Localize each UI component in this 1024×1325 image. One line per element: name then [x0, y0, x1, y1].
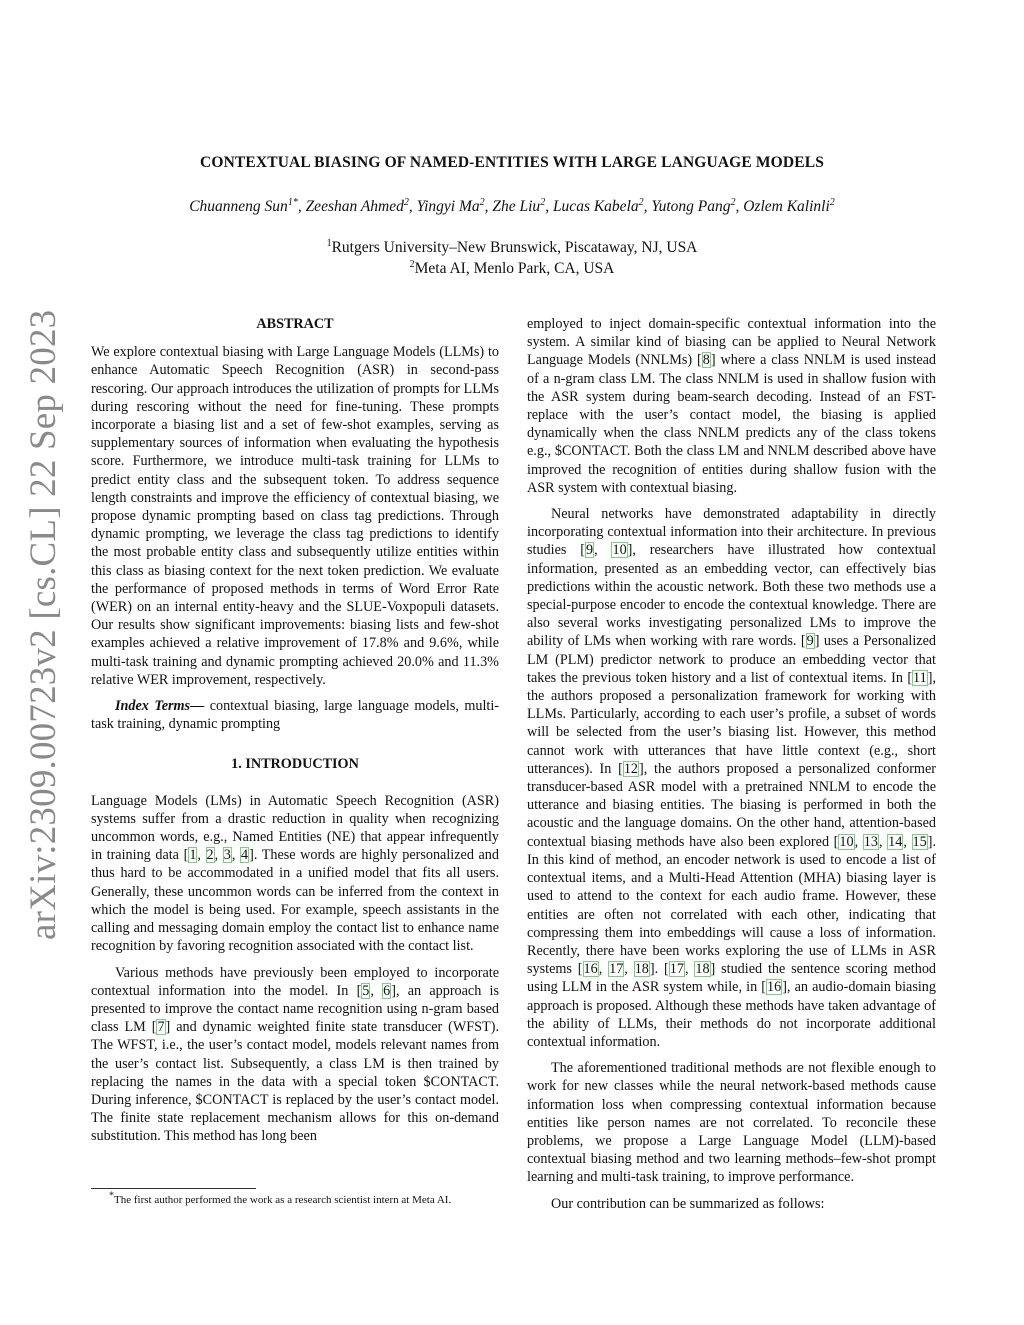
intro-paragraph-4: Neural networks have demonstrated adaptability in directly incorporating contextual information into their architecture. In previous studies [9, 10], researchers have illustrated how contextual information, presented as an embedding vector, can effectively bias predictions within the acoustic network. Both these two methods use a special-purpose encoder to encode the contextual knowledge. There are also several works investigating personalized LMs to improve the ability of LMs when working with rare words. [9] uses a Personalized LM (PLM) predictor network to produce an embedding vector that takes the previous token history and a list of contextual items. In [11], the authors proposed a personalization framework for working with LLMs. Particularly, according to each user’s profile, a subset of words will be selected from the user’s biasing list. However, this method cannot work with utterances that have little context (e.g., short utterances). In [12], the authors proposed a personalized conformer transducer-based ASR model with a pretrained NNLM to encode the utterance and biasing entities. The biasing is performed in both the acoustic and the language domains. On the other hand, attention-based contextual biasing methods have also been explored [10, 13, 14, 15]. In this kind of method, an encoder network is used to encode a list of contextual items, and a Multi-Head Attention (MHA) biasing layer is used to attend to the context for each audio frame. However, these entities are often not correlated with each other, indicating that compressing them into embeddings will cause a loss of information. Recently, there have been works exploring the use of LLMs in ASR systems [16, 17, 18]. [17, 18] studied the sentence scoring method using LLM in the ASR system while, in [16], an audio-domain biasing approach is proposed. Although these methods have taken advantage of the ability of LLMs, their methods do not incorporate additional contextual information.: [527, 506, 937, 1050]
citation-link[interactable]: 14: [888, 833, 903, 850]
affiliation-1: $^1$Rutgers University–New Brunswick, Piscataway, NJ, USA: [326, 237, 698, 256]
intro-paragraph-6: Our contribution can be summarized as follows:: [551, 1195, 825, 1212]
citation-link[interactable]: 7: [157, 1019, 165, 1036]
citation-link[interactable]: 9: [585, 542, 594, 559]
author-name: Ozlem Kalinli: [743, 198, 830, 215]
citation-link[interactable]: 15: [912, 833, 927, 850]
intro-paragraph-5: The aforementioned traditional methods are not flexible enough to work for new classes while the neural network-based methods cause information loss when compressing contextual information because entities like person names are not correlated. To reconcile these problems, we propose a Large Language Model (LLM)-based contextual biasing method and two learning methods–few-shot prompt learning and multi-task training, to improve performance.: [527, 1060, 936, 1186]
citation-link[interactable]: 1: [189, 847, 197, 864]
author-name: Zhe Liu: [492, 198, 541, 215]
citation-link[interactable]: 9: [806, 633, 814, 650]
citation-link[interactable]: 18: [695, 961, 710, 978]
intro-paragraph-2: Various methods have previously been employed to incorporate contextual information into the model. In [5, 6], an approach is presented to improve the contact name recognition using n-gram based class LM [7] and dynamic weighted finite state transducer (WFST). The WFST, i.e., the user’s contact model, models relevant names from the user’s contact list. Subsequently, a class LM is then trained by replacing the names in the data with a special token $CONTACT. During inference, $CONTACT is replaced by the user’s contact model. The finite state replacement mechanism allows for this on-demand substitution. This method has long been: [91, 964, 499, 1145]
citation-link[interactable]: 5: [362, 982, 370, 999]
citation-link[interactable]: 17: [669, 961, 684, 978]
left-column: [91, 315, 499, 1154]
affiliation-2: $^2$Meta AI, Menlo Park, CA, USA: [409, 258, 615, 277]
citation-link[interactable]: 18: [634, 961, 649, 978]
citation-link[interactable]: 3: [223, 847, 231, 864]
citation-link[interactable]: 2: [206, 847, 214, 864]
footnote: *The first author performed the work as a research scientist intern at Meta AI.: [109, 1190, 452, 1206]
author-name: Yutong Pang: [651, 198, 731, 215]
affiliations: [100, 237, 924, 279]
citation-link[interactable]: 16: [767, 979, 782, 996]
index-terms-label: Index Terms—: [115, 698, 205, 715]
citation-link[interactable]: 11: [913, 669, 927, 686]
citation-link[interactable]: 16: [583, 961, 598, 978]
intro-paragraph-1: Language Models (LMs) in Automatic Speech Recognition (ASR) systems suffer from a drastic reduction in quality when recognizing uncommon words, e.g., Named Entities (NE) that appear infrequently in training data [1, 2, 3, 4]. These words are highly personalized and thus hard to be accommodated in a unified model that fits all users. Generally, these uncommon words can be inferred from the context in which the model is being used. For example, speech assistants in the calling and messaging domain employ the contact list to enhance name recognition by favoring recognition associated with the contact list.: [91, 792, 499, 955]
arxiv-identifier: arXiv:2309.00723v2 [cs.CL] 22 Sep 2023: [23, 309, 64, 940]
footnote-divider: [91, 1188, 256, 1189]
index-terms: Index Terms— contextual biasing, large language models, multi-task training, dynamic prompting: [91, 698, 499, 733]
citation-link[interactable]: 13: [863, 833, 878, 850]
paper-title: CONTEXTUAL BIASING OF NAMED-ENTITIES WITH LARGE LANGUAGE MODELS: [200, 154, 824, 171]
introduction-heading: 1. INTRODUCTION: [231, 756, 359, 773]
right-column: [527, 315, 936, 1221]
author-list: Chuanneng Sun$^{1*}$, Zeeshan Ahmed$^2$, Yingyi Ma$^2$, Zhe Liu$^2$, Lucas Kabela$^2$, Yutong Pang$^2$, Ozlem Kalinli$^2$: [189, 196, 835, 215]
citation-link[interactable]: 10: [612, 542, 627, 559]
author-name: Chuanneng Sun: [189, 198, 288, 215]
author-name: Yingyi Ma: [416, 198, 480, 215]
citation-link[interactable]: 8: [702, 352, 710, 369]
citation-link[interactable]: 6: [383, 982, 391, 999]
citation-link[interactable]: 4: [241, 847, 249, 864]
author-name: Zeeshan Ahmed: [305, 198, 404, 215]
abstract-body: We explore contextual biasing with Large Language Models (LLMs) to enhance Automatic Speech Recognition (ASR) in second-pass rescoring. Our approach introduces the utilization of prompts for LLMs during rescoring without the need for fine-tuning. These prompts incorporate a biasing list and a set of few-shot examples, serving as supplementary sources of information when evaluating the hypothesis score. Furthermore, we introduce multi-task training for LLMs to predict entity class and the subsequent token. To address sequence length constraints and improve the efficiency of contextual biasing, we propose dynamic prompting based on class tag predictions. Through dynamic prompting, we leverage the class tag predictions to identify the most probable entity class and subsequently utilize entities within this class as biasing context for the next token prediction. We evaluate the performance of proposed methods in terms of Word Error Rate (WER) on an internal entity-heavy and the SLUE-Voxpopuli datasets. Our results show significant improvements: biasing lists and few-shot examples achieved a relative improvement of 17.8% and 9.6%, while multi-task training and dynamic prompting achieved 20.0% and 11.3% relative WER improvement, respectively.: [91, 344, 499, 688]
citation-link[interactable]: 10: [839, 833, 854, 850]
abstract-heading: ABSTRACT: [256, 316, 334, 332]
intro-paragraph-3: employed to inject domain-specific contextual information into the system. A similar kind of biasing can be applied to Neural Network Language Models (NNLMs) [8] where a class NNLM is used instead of a n-gram class LM. The class NNLM is used in shallow fusion with the ASR system during beam-search decoding. Instead of an FST-replace with the user’s contact model, the biasing is applied dynamically when the class NNLM predicts any of the class tokens e.g., $CONTACT. Both the class LM and NNLM described above have improved the recognition of entities during shallow fusion with the ASR system with contextual biasing.: [527, 316, 937, 496]
author-name: Lucas Kabela: [552, 198, 639, 215]
citation-link[interactable]: 12: [623, 760, 639, 777]
citation-link[interactable]: 17: [609, 961, 624, 978]
